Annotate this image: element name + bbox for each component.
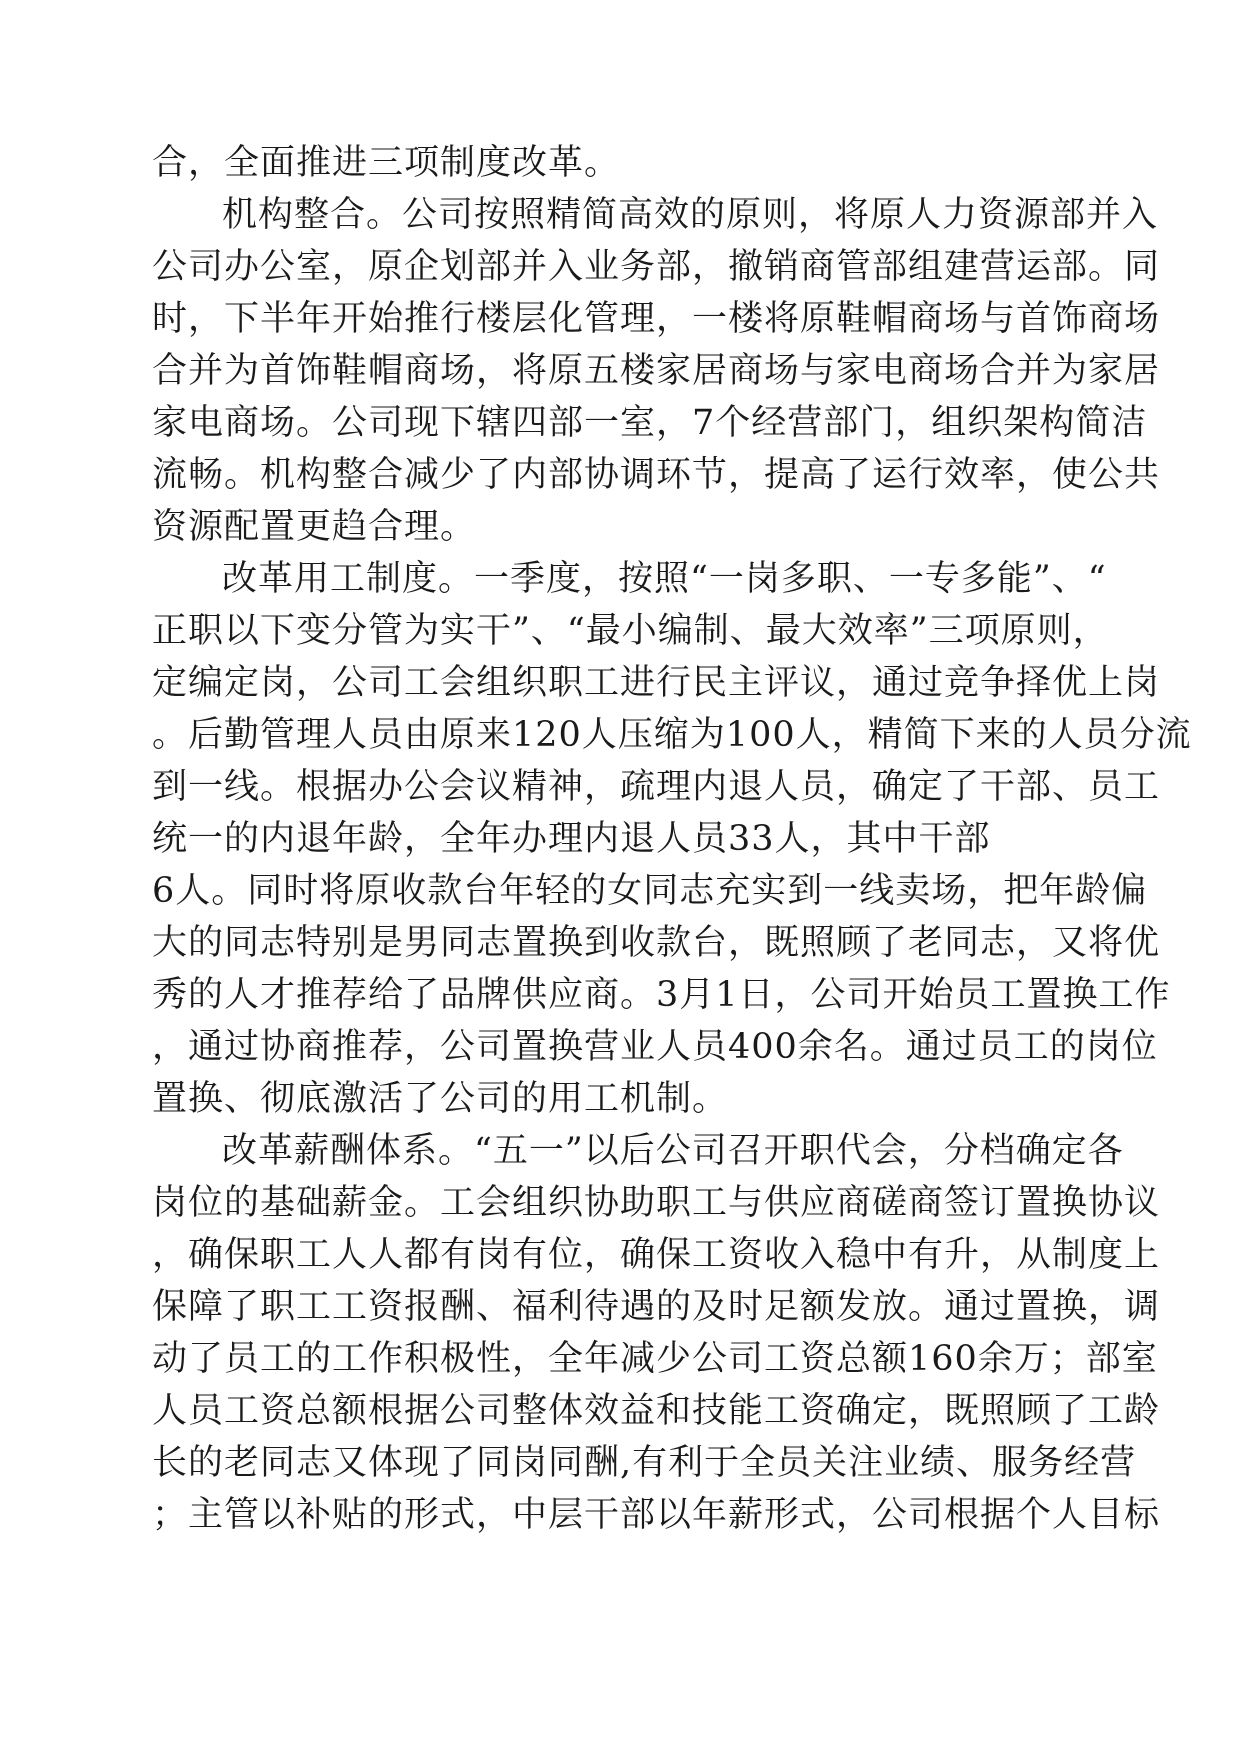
text-line: 到一线。根据办公会议精神，疏理内退人员，确定了干部、员工 [152,767,1161,807]
text-line: 置换、彻底激活了公司的用工机制。 [152,1079,729,1119]
text-line: 合并为首饰鞋帽商场，将原五楼家居商场与家电商场合并为家居 [152,351,1161,391]
text-line: 长的老同志又体现了同岗同酬,有利于全员关注业绩、服务经营 [152,1443,1137,1483]
text-line: 人员工资总额根据公司整体效益和技能工资确定，既照顾了工龄 [152,1391,1161,1431]
text-line: 统一的内退年龄，全年办理内退人员33人，其中干部 [152,819,991,859]
text-line: ；主管以补贴的形式，中层干部以年薪形式，公司根据个人目标 [152,1495,1161,1535]
text-line: 定编定岗，公司工会组织职工进行民主评议，通过竞争择优上岗 [152,663,1161,703]
text-line: 流畅。机构整合减少了内部协调环节，提高了运行效率，使公共 [152,455,1161,495]
text-line: 动了员工的工作积极性，全年减少公司工资总额160余万；部室 [152,1339,1158,1379]
text-line: ，确保职工人人都有岗有位，确保工资收入稳中有升，从制度上 [152,1235,1161,1275]
text-line: 家电商场。公司现下辖四部一室，7个经营部门，组织架构简洁 [152,403,1148,443]
text-line: 时，下半年开始推行楼层化管理，一楼将原鞋帽商场与首饰商场 [152,299,1161,339]
text-line: 大的同志特别是男同志置换到收款台，既照顾了老同志，又将优 [152,923,1161,963]
paragraph-start-line: 机构整合。公司按照精简高效的原则，将原人力资源部并入 [222,195,1159,235]
text-line: 6人。同时将原收款台年轻的女同志充实到一线卖场，把年龄偏 [152,871,1148,911]
text-line: 岗位的基础薪金。工会组织协助职工与供应商磋商签订置换协议 [152,1183,1161,1223]
paragraph-start-line: 改革薪酬体系。“五一”以后公司召开职代会，分档确定各 [222,1131,1124,1171]
text-line: 合，全面推进三项制度改革。 [152,143,621,183]
text-line: 。后勤管理人员由原来120人压缩为100人，精简下来的人员分流 [152,715,1192,755]
text-line: 公司办公室，原企划部并入业务部，撤销商管部组建营运部。同 [152,247,1161,287]
text-line: 资源配置更趋合理。 [152,507,477,547]
text-line: ，通过协商推荐，公司置换营业人员400余名。通过员工的岗位 [152,1027,1158,1067]
text-line: 秀的人才推荐给了品牌供应商。3月1日，公司开始员工置换工作 [152,975,1171,1015]
text-line: 正职以下变分管为实干”、“最小编制、最大效率”三项原则， [152,611,1109,651]
text-line: 保障了职工工资报酬、福利待遇的及时足额发放。通过置换，调 [152,1287,1161,1327]
paragraph-start-line: 改革用工制度。一季度，按照“一岗多职、一专多能”、“ [222,559,1107,599]
